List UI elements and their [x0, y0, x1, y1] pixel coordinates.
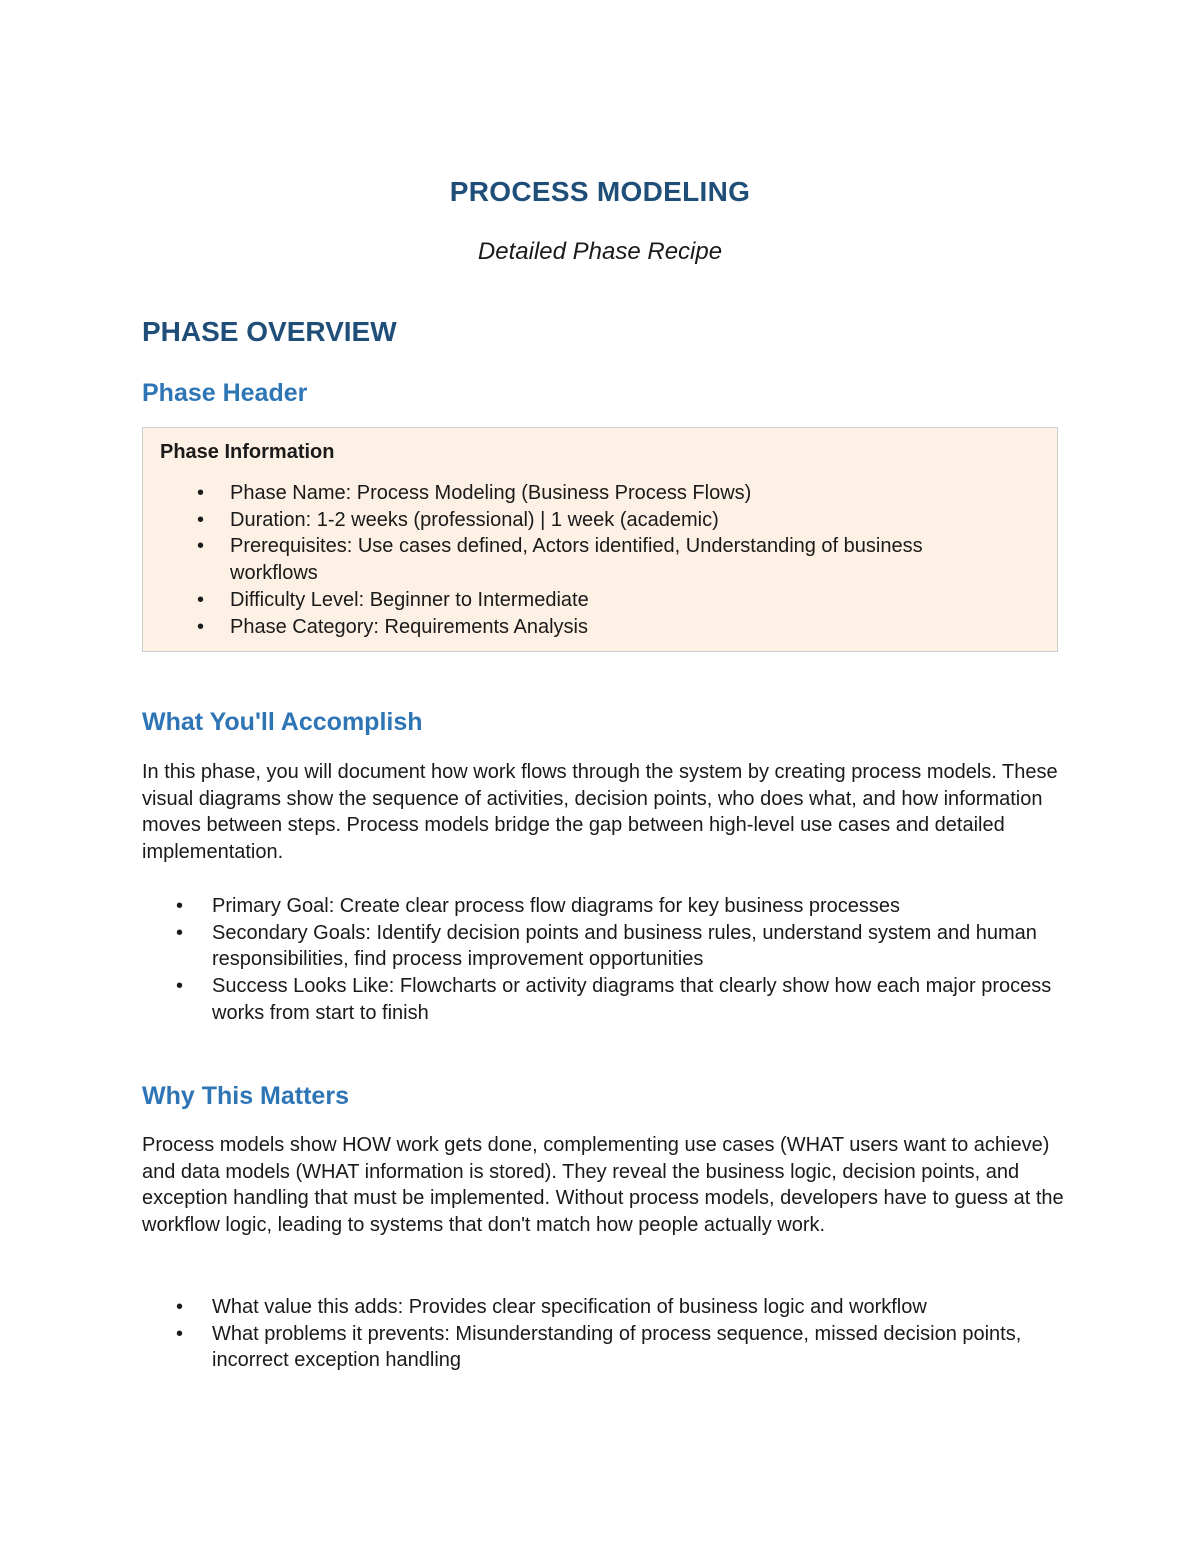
phase-overview-heading: PHASE OVERVIEW	[142, 316, 397, 347]
list-item	[142, 973, 1072, 1026]
bullet-icon: •	[176, 1322, 184, 1345]
primary-goal-item: Primary Goal: Create clear process flow diagrams for key business processes	[212, 895, 901, 917]
list-item	[143, 507, 1057, 534]
bullet-icon: •	[197, 615, 205, 638]
phase-information-box	[142, 427, 1058, 652]
bullet-icon: •	[197, 535, 205, 558]
accomplish-heading: What You'll Accomplish	[142, 708, 423, 736]
list-item	[143, 614, 1057, 641]
list-item	[143, 533, 1057, 586]
phase-information-title: Phase Information	[160, 441, 335, 463]
list-item	[142, 920, 1072, 973]
bullet-icon: •	[176, 975, 184, 998]
bullet-icon: •	[197, 482, 205, 504]
list-item	[143, 587, 1057, 614]
bullet-icon: •	[176, 921, 184, 944]
phase-information-list	[143, 480, 1057, 640]
accomplish-paragraph: In this phase, you will document how work flows through the system by creating process models. These visual diagrams show the sequence of activities, decision points, who does what, and how information moves between steps. Process models bridge the gap between high-level use cases and detailed implementation.	[142, 761, 1058, 864]
list-item	[142, 1294, 1072, 1321]
phase-name-item: Phase Name: Process Modeling (Business Process Flows)	[230, 482, 752, 504]
document-subtitle: Detailed Phase Recipe	[477, 238, 723, 265]
success-item: Success Looks Like: Flowcharts or activity diagrams that clearly show how each major process works from start to finish	[212, 975, 1052, 1024]
category-item: Phase Category: Requirements Analysis	[230, 615, 588, 638]
duration-item: Duration: 1-2 weeks (professional) | 1 week (academic)	[230, 508, 719, 531]
bullet-icon: •	[176, 895, 184, 917]
prerequisites-item: Prerequisites: Use cases defined, Actors identified, Understanding of business workflows	[230, 535, 923, 585]
bullet-icon: •	[197, 508, 205, 531]
why-matters-paragraph: Process models show HOW work gets done, complementing use cases (WHAT users want to achieve) and data models (WHAT information is stored). They reveal the business logic, decision points, and exception handling that must be implemented. Without process models, developers have to guess at the workflow logic, leading to systems that don't match how people actually work.	[142, 1134, 1064, 1237]
phase-header-heading: Phase Header	[142, 379, 308, 407]
bullet-icon: •	[176, 1296, 184, 1318]
accomplish-list	[142, 893, 1072, 1027]
why-matters-list	[142, 1294, 1072, 1374]
value-item: What value this adds: Provides clear specification of business logic and workflow	[212, 1296, 927, 1318]
problems-item: What problems it prevents: Misunderstanding of process sequence, missed decision points, incorrect exception handling	[212, 1322, 1022, 1372]
list-item	[143, 480, 1057, 507]
list-item	[142, 893, 1072, 920]
difficulty-item: Difficulty Level: Beginner to Intermediate	[230, 588, 589, 611]
secondary-goals-item: Secondary Goals: Identify decision points and business rules, understand system and human responsibilities, find process improvement opportunities	[212, 921, 1037, 971]
list-item	[142, 1321, 1072, 1374]
why-matters-heading: Why This Matters	[142, 1082, 349, 1110]
document-title: PROCESS MODELING	[449, 176, 751, 207]
bullet-icon: •	[197, 588, 205, 611]
